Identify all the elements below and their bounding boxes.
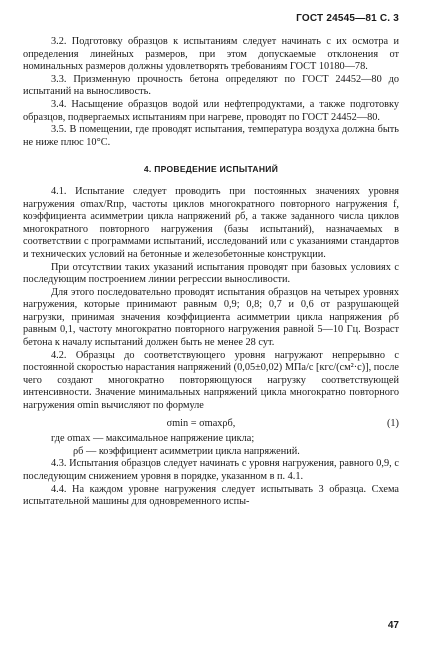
formula-1 [23,418,399,431]
paragraph-3-3: 3.3. Призменную прочность бетона определяют по ГОСТ 24452—80 до испытаний на выносливость. [23,73,399,98]
paragraph-3-5: 3.5. В помещении, где проводят испытания, температура воздуха должна быть не ниже плюс 10°С. [23,124,399,148]
paragraph-4-3: 4.3. Испытания образцов следует начинать с уровня нагружения, равного 0,9, с последующим снижением уровня в порядке, указанном в п. 4.1. [23,458,399,482]
page-header: ГОСТ 24545—81 С. 3 [296,13,399,24]
paragraph-4-2: 4.2. Образцы до соответствующего уровня нагружают непрерывно с постоянной скоростью нарастания напряжений (0,05±0,02) МПа/с [кгс/(см²·с)], после чего создают многократно повторяющуюся нагрузку соответствующей интенсивности. Значение минимальных напряжений цикла многократно повторного нагружения σmin вычисляют по формуле [23,349,399,412]
document-body [23,36,399,509]
formula-expression: σmin = σmaxρб, [166,417,236,429]
definition-rho: ρб — коэффициент асимметрии цикла напряжений. [73,445,300,457]
paragraph-3-4: 3.4. Насыщение образцов водой или нефтепродуктами, а также подготовку образцов, подвергаемых испытаниям при нагреве, проводят по ГОСТ 24452—80. [23,98,399,123]
formula-number: (1) [386,417,399,429]
paragraph-4-1-levels: Для этого последовательно проводят испытания образцов на четырех уровнях нагружения, которые принимают равным 0,9; 0,8; 0,7 и 0,6 от разрушающей нагрузки, принимая значения коэффициента асимметрии цикла напряжения ρб равным 0,1, частоту многократно повторного нагружения равной 5—10 Гц. Возраст бетона к началу испытаний должен быть не менее 28 сут. [23,286,399,349]
paragraph-3-2: 3.2. Подготовку образцов к испытаниям следует начинать с их осмотра и определения линейных размеров, при этом допускаемые отклонения от номинальных размеров должны удовлетворять требованиям ГОСТ 10180—78. [23,36,399,73]
definition-sigma-max: где σmax — максимальное напряжение цикла; [51,433,255,445]
paragraph-4-4: 4.4. На каждом уровне нагружения следует испытывать 3 образца. Схема испытательной машины для одновременного испы- [23,483,399,508]
page-number: 47 [387,620,399,631]
paragraph-4-1: 4.1. Испытание следует проводить при постоянных значениях уровня нагружения σmax/Rпр, частоты циклов многократного повторного нагружения f, коэффициента асимметрии цикла напряжений ρб, а также заданного числа циклов многократного повторного нагружения (базы испытаний), назначаемых в соответствии с программами испытаний, исследований или с указаниями стандартов и технических условий на бетонные и железобетонные конструкции. [23,185,399,260]
section-title: 4. ПРОВЕДЕНИЕ ИСПЫТАНИЙ [143,164,279,175]
paragraph-4-1-base: При отсутствии таких указаний испытания проводят при базовых условиях с последующим построением линии регрессии выносливости. [23,261,399,286]
